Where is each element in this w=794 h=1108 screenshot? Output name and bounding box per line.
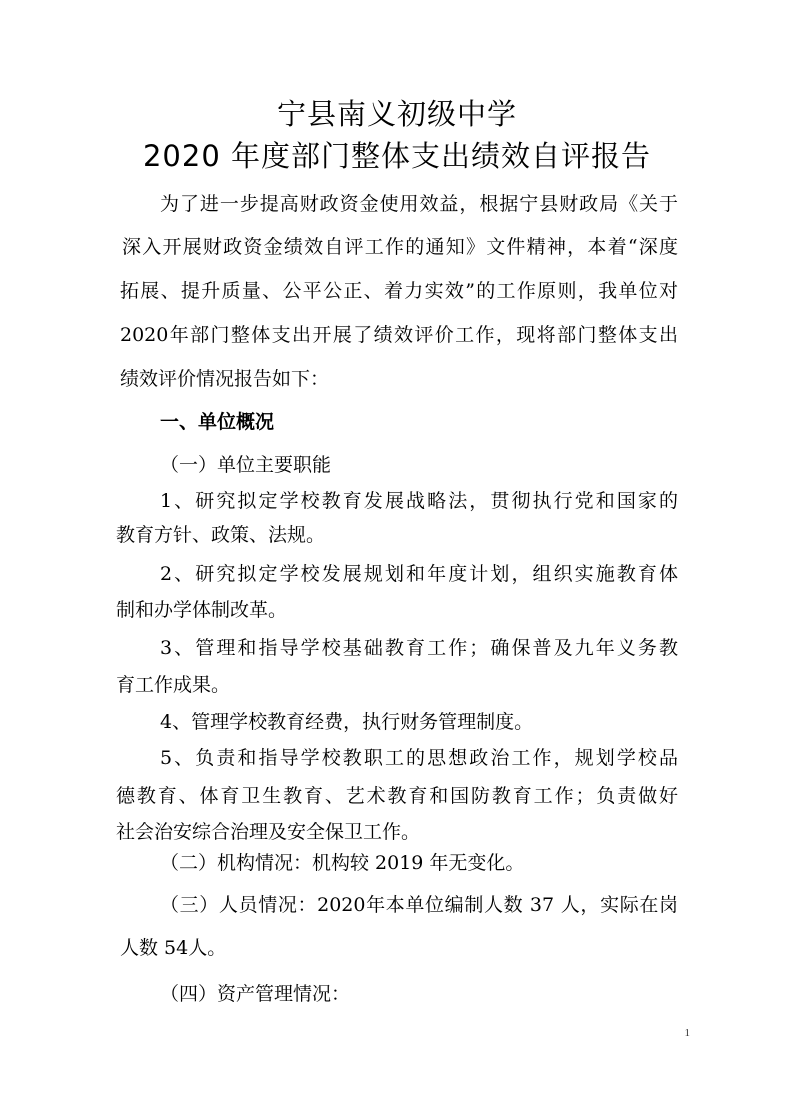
function-item-2: 2、研究拟定学校发展规划和年度计划，组织实施教育体 <box>160 563 678 585</box>
subheading-personnel-cont: 人数 54人。 <box>120 937 227 959</box>
document-title-report: 2020 年度部门整体支出绩效自评报告 <box>142 139 652 173</box>
function-item-1: 1、研究拟定学校教育发展战略法，贯彻执行党和国家的 <box>160 490 678 512</box>
intro-line: 拓展、提升质量、公平公正、着力实效”的工作原则，我单位对 <box>120 280 678 302</box>
function-item-3: 3、管理和指导学校基础教育工作；确保普及九年义务教 <box>160 637 678 659</box>
intro-line: 深入开展财政资金绩效自评工作的通知》文件精神，本着“深度 <box>122 236 678 258</box>
function-item-1-cont: 教育方针、政策、法规。 <box>116 524 326 546</box>
function-item-5-cont: 社会治安综合治理及安全保卫工作。 <box>116 821 421 843</box>
function-item-5: 5、负责和指导学校教职工的思想政治工作，规划学校品 <box>160 747 678 769</box>
intro-line: 为了进一步提高财政资金使用效益，根据宁县财政局《关于 <box>160 193 678 215</box>
function-item-2-cont: 制和办学体制改革。 <box>116 599 288 621</box>
function-item-5-cont: 德教育、体育卫生教育、艺术教育和国防教育工作；负责做好 <box>116 785 678 807</box>
page-number: 1 <box>684 1027 690 1039</box>
subheading-personnel: （三）人员情况：2020年本单位编制人数 37 人，实际在岗 <box>160 894 678 916</box>
subheading-organization: （二）机构情况：机构较 2019 年无变化。 <box>160 852 525 874</box>
function-item-3-cont: 育工作成果。 <box>116 674 231 696</box>
section-heading: 一、单位概况 <box>160 411 275 433</box>
subheading-asset-management: （四）资产管理情况： <box>160 983 351 1005</box>
intro-line: 2020年部门整体支出开展了绩效评价工作，现将部门整体支出 <box>120 324 678 346</box>
function-item-4: 4、管理学校教育经费，执行财务管理制度。 <box>160 711 534 733</box>
document-title-school: 宁县南义初级中学 <box>276 97 517 131</box>
intro-line: 绩效评价情况报告如下： <box>120 368 330 390</box>
subheading-main-functions: （一）单位主要职能 <box>160 454 332 476</box>
